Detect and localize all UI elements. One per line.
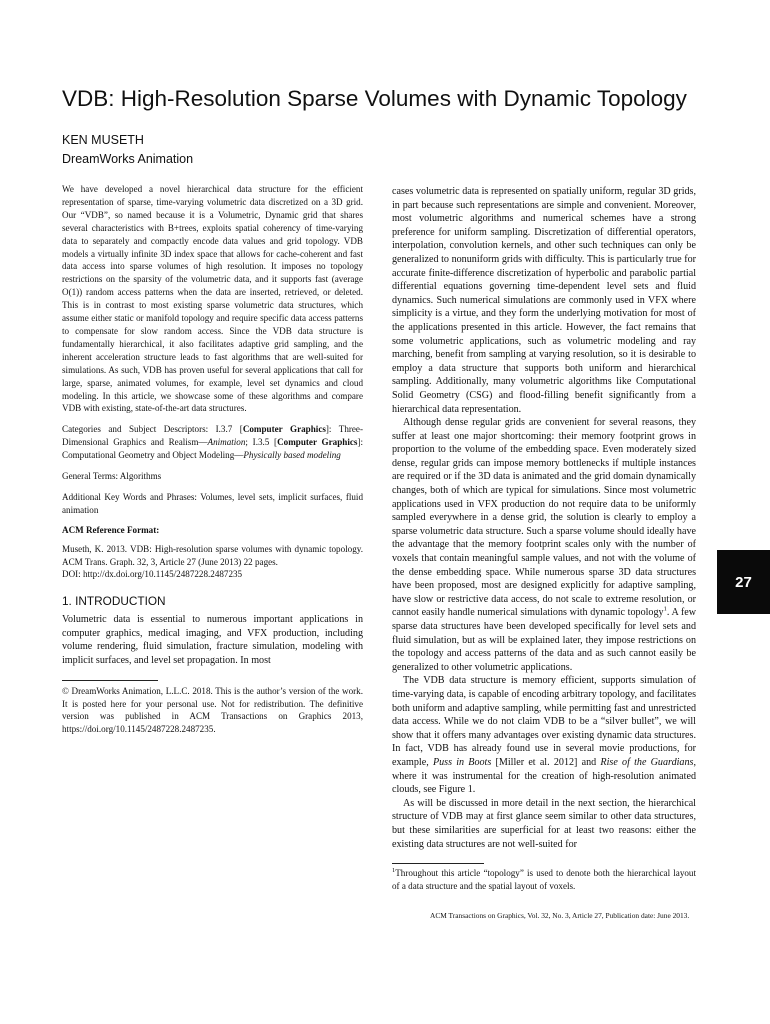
footnote-number: 1	[392, 867, 396, 875]
copyright-notice: © DreamWorks Animation, L.L.C. 2018. This is the author’s version of the work. It is posted here for your personal use. Not for redistribution. The definitive version was published in ACM Transactions on Graphics 2013, https://doi.org/10.1145/2487228.2487235.	[62, 685, 363, 735]
acm-reference-doi[interactable]: DOI: http://dx.doi.org/10.1145/2487228.2487235	[62, 569, 243, 580]
body-paragraph-1: cases volumetric data is represented on spatially uniform, regular 3D grids, in part because such representations are simple and convenient. Moreover, most volumetric algorithms and numerical schemes have a strong preference for uniform sampling. Discretization of differential operators, interpolation, convolution kernels, and other such techniques can only be generalized to nonuniform grids with difficulty. This is particularly true for accurate finite-difference discretization of hyperbolic and parabolic partial differential equations governing time-dependent level sets and fluid dynamics. Such numerical simulations are commonly used in VFX where simplicity is a virtue, and they form the underlying motivation for most of the applications presented in this article. However, the fact remains that some volumetric applications, such as volumetric modeling and ray marching, benefit from sampling at varying resolution, so it is desirable to employ a data structure that supports both uniform and hierarchical sampling. Additionally, many volumetric algorithms like Computational Solid Geometry (CSG) and flood-filling benefit significantly from a hierarchical data representation.	[392, 186, 696, 415]
body-paragraph-3c: , where it was instrumental for the creation of high-resolution animated clouds, see Figure 1.	[392, 756, 696, 796]
right-column	[392, 185, 696, 893]
categories-cg: Computer Graphics	[242, 424, 326, 435]
page-number-tab: 27	[717, 550, 770, 614]
abstract: We have developed a novel hierarchical data structure for the efficient representation of sparse, time-varying volumetric data discretized on a 3D grid. Our “VDB”, so named because it is a Volumetric, Dynamic grid that shares several characteristics with B+trees, exploits spatial coherency of time-varying data to separately and compactly encode data values and grid topology. VDB models a virtually infinite 3D index space that allows for cache-coherent and fast data access into sparse volumes of high resolution. It imposes no topology restrictions on the sparsity of the volumetric data, and it supports fast (average O(1)) random access patterns when the data are inserted, retrieved, or deleted. This is in contrast to most existing sparse volumetric data structures, which assume either static or manifold topology and require specific data access patterns to compensate for slow random access. Since the VDB data structure is fundamentally hierarchical, it also facilitates adaptive grid sampling, and the inherent acceleration structure leads to fast algorithms that are well-suited for simulations. As such, VDB has proven useful for several applications that call for large, sparse, animated volumes, for example, level set dynamics and cloud modeling. In this article, we showcase some of these algorithms and compare VDB with existing, state-of-the-art data structures.	[62, 184, 363, 414]
body-paragraph-3a: The VDB data structure is memory efficient, supports simulation of time-varying data, is capable of encoding arbitrary topology, and facilitates both uniform and adaptive sampling, while permitting fast and unrestricted data access. While we do not claim VDB to be a “silver bullet”, we will show that it offers many advantages over existing dynamic data structures. In fact, VDB has already found use in several movie productions, for example,	[392, 675, 696, 768]
footnote-divider-right	[392, 863, 484, 864]
author-affiliation: DreamWorks Animation	[62, 152, 194, 166]
body-paragraph-2	[392, 416, 696, 674]
categories-label: Categories and Subject Descriptors: I.3.7 [	[62, 424, 243, 435]
introduction-paragraph: Volumetric data is essential to numerous important applications in computer graphics, medical imaging, and VFX production, including volume rendering, fluid simulation, fracture simulation, modeling with implicit surfaces, and level set propagation. In most	[62, 614, 363, 667]
footnote	[392, 867, 696, 893]
acm-reference-text: Museth, K. 2013. VDB: High-resolution sparse volumes with dynamic topology. ACM Trans. Graph. 32, 3, Article 27 (June 2013) 22 pages.	[62, 543, 363, 567]
footnote-text: Throughout this article “topology” is used to denote both the hierarchical layout of a data structure and the spatial layout of voxels.	[392, 868, 696, 891]
acm-reference-heading: ACM Reference Format:	[62, 524, 160, 535]
keywords: Additional Key Words and Phrases: Volumes, level sets, implicit surfaces, fluid animation	[62, 491, 363, 515]
body-paragraph-3b: [Miller et al. 2012] and	[491, 756, 601, 768]
body-paragraph-4: As will be discussed in more detail in the next section, the hierarchical structure of VDB may at first glance seem similar to other data structures, but these similarities are superficial for at least two reasons: either the existing data structures are not well-suited for	[392, 797, 696, 850]
footnote-marker[interactable]: 1	[663, 606, 667, 614]
author-name: KEN MUSETH	[62, 133, 144, 147]
footnote-divider	[62, 680, 158, 681]
journal-footer: ACM Transactions on Graphics, Vol. 32, No. 3, Article 27, Publication date: June 2013.	[430, 911, 690, 920]
section-heading-introduction: 1. INTRODUCTION	[62, 594, 166, 609]
movie-title-puss: Puss in Boots	[432, 756, 492, 768]
categories-mid3: ]: Computational Geometry and Object Modeling—	[62, 437, 363, 461]
categories-anim: Animation	[207, 437, 246, 448]
categories	[62, 423, 363, 462]
categories-mid2: ; I.3.5 [	[245, 437, 278, 448]
categories-phys: Physically based modeling	[243, 450, 341, 461]
general-terms: General Terms: Algorithms	[62, 471, 162, 482]
categories-cg2: Computer Graphics	[277, 437, 358, 448]
body-paragraph-3	[392, 674, 696, 796]
body-paragraph-2a: Although dense regular grids are convenient for several reasons, they suffer at least one major shortcoming: their memory footprint grows in proportion to the volume of the embedding space. Even moderately sized dense, regular grids can impose memory bottlenecks if multiple instances are required or if the 3D data is animated and the grid domain dynamically changes, both of which are typical for simulations. Since most volumetric applications used in VFX production do not require data to be uniformly sampled everywhere in a dense grid, the solution is clearly to employ a sparse volumetric data structure. Such a sparse volume should ideally have the advantage that the memory footprint scales only with the number of voxels that contain meaningful sample values, and not with the volume of the dense embedding space. While numerous sparse 3D data structures have been proposed, most are designed explicitly for adaptive sampling, have slow or restrictive data access, do not scale to extreme resolution, or cannot easily handle numerical simulations with dynamic topology	[392, 417, 696, 619]
categories-mid1: ]: Three-Dimensional Graphics and Realism—	[62, 424, 363, 448]
paper-title: VDB: High-Resolution Sparse Volumes with Dynamic Topology	[62, 86, 687, 111]
body-paragraph-2b: . A few sparse data structures have been developed specifically for level sets and fluid simulation, but as will be explained later, they impose restrictions on the topology and access patterns of the data and as such cannot easily be generalized to other volumetric applications.	[392, 607, 696, 673]
left-column	[62, 183, 363, 736]
author-block	[62, 131, 193, 169]
movie-title-rise: Rise of the Guardians	[600, 756, 694, 768]
